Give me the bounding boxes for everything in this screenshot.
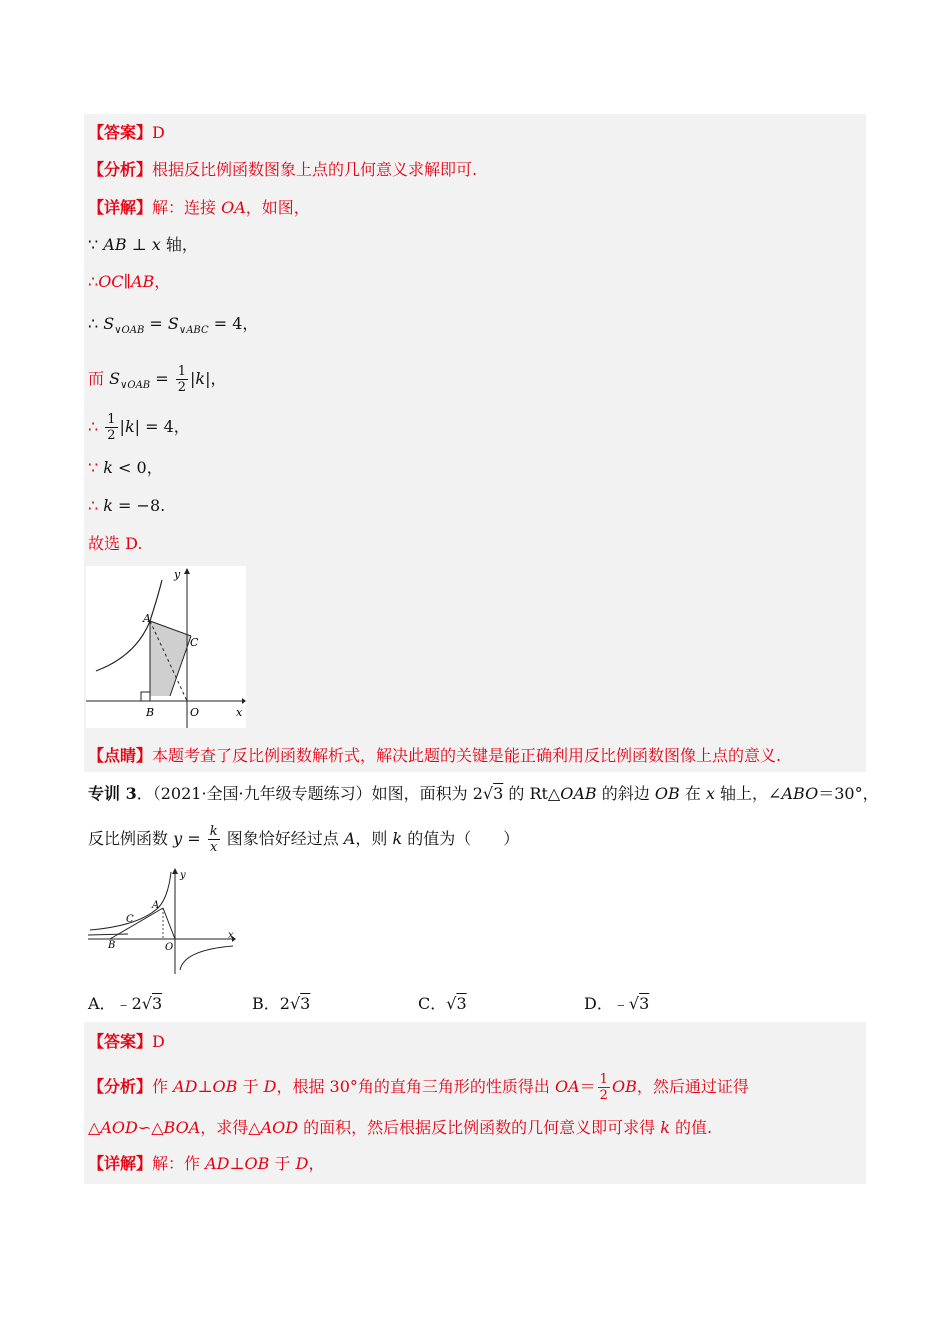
step-4-abs-l: | — [190, 369, 196, 388]
comment-line — [88, 746, 781, 766]
step-2-end: ， — [154, 272, 171, 291]
step-5-den: 2 — [107, 428, 116, 443]
figure-2 — [88, 866, 238, 976]
step-4-sub: ∨OAB — [120, 380, 151, 391]
an-d: OB — [212, 1077, 238, 1096]
an2-b: AOD — [100, 1118, 138, 1137]
analysis-tag: 【分析】 — [88, 160, 153, 179]
option-b[interactable] — [252, 994, 310, 1014]
an2-d: BOA — [163, 1118, 201, 1137]
question-line-2 — [88, 824, 519, 855]
step-5-abs-l: | — [119, 417, 125, 436]
an-k: ，然后通过证得 — [636, 1077, 749, 1096]
step-4-fraction — [176, 364, 188, 395]
option-a-sign: ﹣2 — [115, 994, 142, 1013]
question-ob: OB — [654, 784, 680, 803]
q2-text-3: ，则 — [355, 829, 393, 848]
question-line-1 — [88, 784, 879, 804]
step-4 — [88, 364, 227, 396]
analysis-text: 根据反比例函数图象上点的几何意义求解即可. — [152, 160, 478, 179]
fig2-label-y: y — [180, 870, 186, 881]
step-5-num: 1 — [107, 412, 116, 427]
question-x: x — [705, 784, 715, 803]
an-a: 作 — [152, 1077, 174, 1096]
option-c-label: C． — [418, 994, 447, 1013]
question-text: ．（2021·全国·九年级专题练习）如图，面积为 2 — [136, 784, 483, 803]
fig2-segment-ba — [110, 908, 163, 939]
fig2-label-c: C — [126, 914, 134, 925]
detail-text: 解：连接 — [152, 198, 222, 217]
question-abo: ABO — [781, 784, 819, 803]
step-5-sym: ∴ — [88, 417, 104, 436]
an-den: 2 — [599, 1088, 608, 1103]
q2-den: x — [209, 840, 218, 855]
an-e: 于 — [237, 1077, 264, 1096]
question-text-6: ＝30°， — [818, 784, 879, 803]
q2-k: k — [392, 829, 403, 848]
step-1-x: x — [151, 235, 161, 254]
fig2-y-axis-arrow — [172, 868, 178, 874]
an2-c: ∽△ — [137, 1118, 164, 1137]
fig2-line-b — [88, 934, 128, 935]
detail-line-2 — [88, 1154, 324, 1174]
q2-a: A — [343, 829, 356, 848]
detail-text-end: ，如图， — [245, 198, 310, 217]
option-c-rad: 3 — [456, 994, 467, 1013]
answer-line — [88, 123, 165, 143]
an2-f: AOD — [260, 1118, 299, 1137]
step-2-parallel: ∥ — [123, 272, 131, 291]
an2-g: 的面积，然后根据反比例函数的几何意义即可求得 — [298, 1118, 661, 1137]
step-1-end: 轴， — [160, 235, 198, 254]
option-d[interactable] — [584, 994, 649, 1014]
step-5-k: k — [124, 417, 135, 436]
detail-var: OA — [221, 198, 246, 217]
de-e: 于 — [269, 1154, 296, 1173]
fig2-label-x: x — [228, 930, 234, 941]
de-a: 解：作 — [152, 1154, 206, 1173]
step-6 — [88, 458, 163, 478]
step-4-num: 1 — [177, 364, 187, 379]
q2-eq: = — [182, 829, 206, 848]
an-g: ，根据 30°角的直角三角形的性质得出 — [276, 1077, 555, 1096]
analysis-line-2b — [88, 1118, 712, 1138]
de-c: ⊥ — [229, 1154, 245, 1173]
option-a-rad: 3 — [151, 994, 163, 1013]
fig2-hyperbola-right — [180, 946, 233, 970]
an-i: ＝ — [579, 1077, 596, 1096]
step-4-s: S — [109, 369, 121, 388]
question-number: 专训 3 — [88, 784, 137, 803]
an2-i: 的值. — [669, 1118, 713, 1137]
figure-1 — [86, 566, 246, 728]
option-d-sign: ﹣ — [612, 994, 629, 1013]
step-3-sub2: ∨ABC — [178, 325, 209, 336]
step-7-end: = −8. — [112, 496, 166, 515]
option-a-label: A． — [88, 994, 116, 1013]
q2-num: k — [209, 824, 218, 839]
an2-h: k — [660, 1118, 670, 1137]
de-f: D — [295, 1154, 309, 1173]
option-d-sqrt: √ — [628, 994, 640, 1013]
option-a-sqrt: √ — [141, 994, 152, 1013]
step-6-sym: ∵ — [88, 458, 104, 477]
answer-value: D — [152, 123, 165, 142]
answer-tag: 【答案】 — [88, 123, 153, 142]
question-oab: OAB — [560, 784, 597, 803]
label-b: B — [146, 706, 155, 719]
step-3-s1: S — [103, 314, 115, 333]
step-7-k: k — [103, 496, 113, 515]
label-x: x — [236, 706, 243, 719]
question-text-5: 轴上，∠ — [714, 784, 782, 803]
step-4-k: k — [195, 369, 206, 388]
step-1-sym: ∵ — [88, 235, 104, 254]
fig2-segment-ao — [163, 908, 175, 939]
an-num: 1 — [599, 1072, 608, 1087]
answer-tag-2: 【答案】 — [88, 1032, 153, 1051]
an-f: D — [263, 1077, 277, 1096]
question-text-3: 的斜边 — [596, 784, 655, 803]
an-fraction — [598, 1072, 610, 1103]
step-2 — [88, 272, 170, 292]
an2-e: ，求得△ — [200, 1118, 261, 1137]
step-1-var: AB — [103, 235, 127, 254]
analysis-tag-2: 【分析】 — [88, 1077, 153, 1096]
an-b: AD — [173, 1077, 198, 1096]
de-b: AD — [205, 1154, 230, 1173]
an-c: ⊥ — [197, 1077, 213, 1096]
step-1 — [88, 235, 198, 255]
answer-line-2 — [88, 1032, 165, 1052]
step-4-den: 2 — [177, 380, 187, 395]
detail-line — [88, 198, 310, 218]
label-c: C — [190, 636, 199, 649]
detail-tag-2: 【详解】 — [88, 1154, 153, 1173]
sqrt-sign: √ — [482, 784, 494, 803]
step-1-perp: ⊥ — [126, 235, 152, 254]
q2-text: 反比例函数 — [88, 829, 174, 848]
step-2-sym: ∴ — [88, 272, 99, 291]
option-b-sign: 2 — [279, 994, 290, 1013]
step-3-sym: ∴ — [88, 314, 104, 333]
an-h: OA — [554, 1077, 580, 1096]
option-b-rad: 3 — [300, 994, 311, 1013]
step-4-eq: = — [150, 369, 174, 388]
question-text-2: 的 Rt△ — [503, 784, 561, 803]
de-d: OB — [244, 1154, 270, 1173]
option-b-label: B． — [252, 994, 280, 1013]
step-3-sub1: ∨OAB — [114, 325, 145, 336]
step-3-end: = 4， — [208, 314, 259, 333]
option-d-rad: 3 — [639, 994, 650, 1013]
analysis-line — [88, 160, 477, 180]
option-b-sqrt: √ — [289, 994, 301, 1013]
step-3 — [88, 314, 258, 341]
fig2-label-o: O — [165, 942, 174, 953]
label-a: A — [143, 612, 151, 625]
step-3-s2: S — [167, 314, 179, 333]
step-7-sym: ∴ — [88, 496, 104, 515]
step-5-fraction — [105, 412, 117, 443]
q2-fraction — [208, 824, 220, 855]
step-2-ab: AB — [130, 272, 155, 291]
step-3-eq: = — [144, 314, 168, 333]
step-2-oc: OC — [98, 272, 124, 291]
step-7 — [88, 496, 165, 516]
an-j: OB — [611, 1077, 637, 1096]
fig2-label-a: A — [152, 900, 160, 911]
label-o: O — [190, 706, 200, 719]
q2-y: y — [173, 829, 183, 848]
step-4-er: 而 — [88, 369, 110, 388]
an2-a: △ — [88, 1118, 101, 1137]
option-a[interactable] — [88, 994, 162, 1014]
comment-text: 本题考查了反比例函数解析式，解决此题的关键是能正确利用反比例函数图像上点的意义. — [152, 746, 782, 765]
answer-value-2: D — [152, 1032, 165, 1051]
detail-tag: 【详解】 — [88, 198, 153, 217]
question-text-4: 在 — [679, 784, 706, 803]
sqrt-radicand: 3 — [493, 784, 504, 803]
option-c[interactable] — [418, 994, 467, 1014]
step-6-k: k — [103, 458, 113, 477]
de-g: ， — [308, 1154, 325, 1173]
analysis-line-2 — [88, 1072, 749, 1103]
q2-text-2: 图象恰好经过点 — [221, 829, 344, 848]
step-5 — [88, 412, 190, 443]
comment-tag: 【点睛】 — [88, 746, 153, 765]
step-5-end: | = 4， — [134, 417, 190, 436]
label-y: y — [174, 568, 181, 581]
fig2-label-b: B — [108, 940, 116, 951]
step-6-end: < 0， — [112, 458, 163, 477]
q2-text-4: 的值为（ ） — [402, 829, 520, 848]
choice-line: 故选 D. — [88, 534, 143, 553]
option-d-label: D． — [584, 994, 613, 1013]
option-c-sqrt: √ — [446, 994, 457, 1013]
step-4-end: |， — [205, 369, 227, 388]
